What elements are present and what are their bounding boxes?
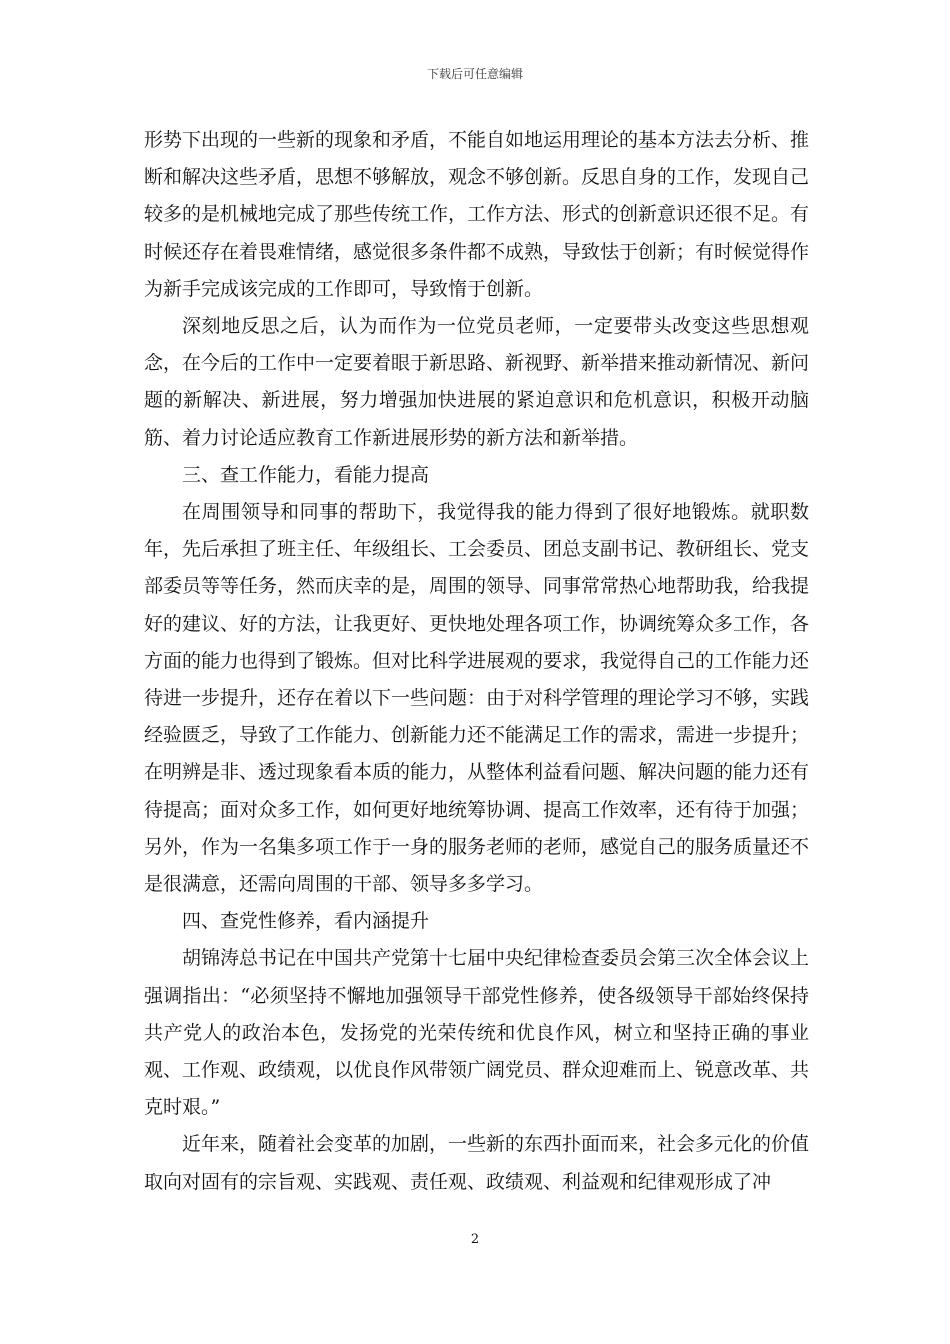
section-heading-4: 四、查党性修养，看内涵提升 (182, 910, 430, 933)
page-number: 2 (470, 1232, 480, 1247)
paragraph-6: 胡锦涛总书记在中国共产党第十七届中央纪律检查委员会第三次全体会议上强调指出：“必须坚持不懈地加强领导干部党性修养，使各级领导干部始终保持共产党人的政治本色，发扬党的光荣传统和优良作风，树立和坚持正确的事业观、工作观、政绩观，以优良作风带领广阔党员、群众迎难而上、锐意改革、共克时艰。” (144, 947, 810, 1119)
paragraph-2: 深刻地反思之后，认为而作为一位党员老师，一定要带头改变这些思想观念，在今后的工作中一定要着眼于新思路、新视野、新举措来推动新情况、新问题的新解决、新进展，努力增强加快进展的紧迫意识和危机意识，积极开动脑筋、着力讨论适应教育工作新进展形势的新方法和新举措。 (144, 315, 810, 449)
document-body (144, 122, 809, 1201)
section-heading-3: 三、查工作能力，看能力提高 (182, 463, 430, 486)
paragraph-4: 在周围领导和同事的帮助下，我觉得我的能力得到了很好地锻炼。就职数年，先后承担了班主任、年级组长、工会委员、团总支副书记、教研组长、党支部委员等等任务，然而庆幸的是，周围的领导、同事常常热心地帮助我，给我提好的建议、好的方法，让我更好、更快地处理各项工作，协调统筹众多工作，各方面的能力也得到了锻炼。但对比科学进展观的要求，我觉得自己的工作能力还待进一步提升，还存在着以下一些问题：由于对科学管理的理论学习不够，实践经验匮乏，导致了工作能力、创新能力还不能满足工作的需求，需进一步提升；在明辨是非、透过现象看本质的能力，从整体利益看问题、解决问题的能力还有待提高；面对众多工作，如何更好地统筹协调、提高工作效率，还有待于加强；另外，作为一名集多项工作于一身的服务老师的老师，感觉自己的服务质量还不是很满意，还需向周围的干部、领导多多学习。 (144, 501, 810, 896)
page-header: 下载后可任意编辑 (426, 67, 523, 81)
paragraph-7: 近年来，随着社会变革的加剧，一些新的东西扑面而来，社会多元化的价值取向对固有的宗旨观、实践观、责任观、政绩观、利益观和纪律观形成了冲 (144, 1133, 810, 1193)
paragraph-1: 形势下出现的一些新的现象和矛盾，不能自如地运用理论的基本方法去分析、推断和解决这些矛盾，思想不够解放，观念不够创新。反思自身的工作，发现自己较多的是机械地完成了那些传统工作，工作方法、形式的创新意识还很不足。有时候还存在着畏难情绪，感觉很多条件都不成熟，导致怯于创新；有时候觉得作为新手完成该完成的工作即可，导致惰于创新。 (144, 129, 810, 300)
